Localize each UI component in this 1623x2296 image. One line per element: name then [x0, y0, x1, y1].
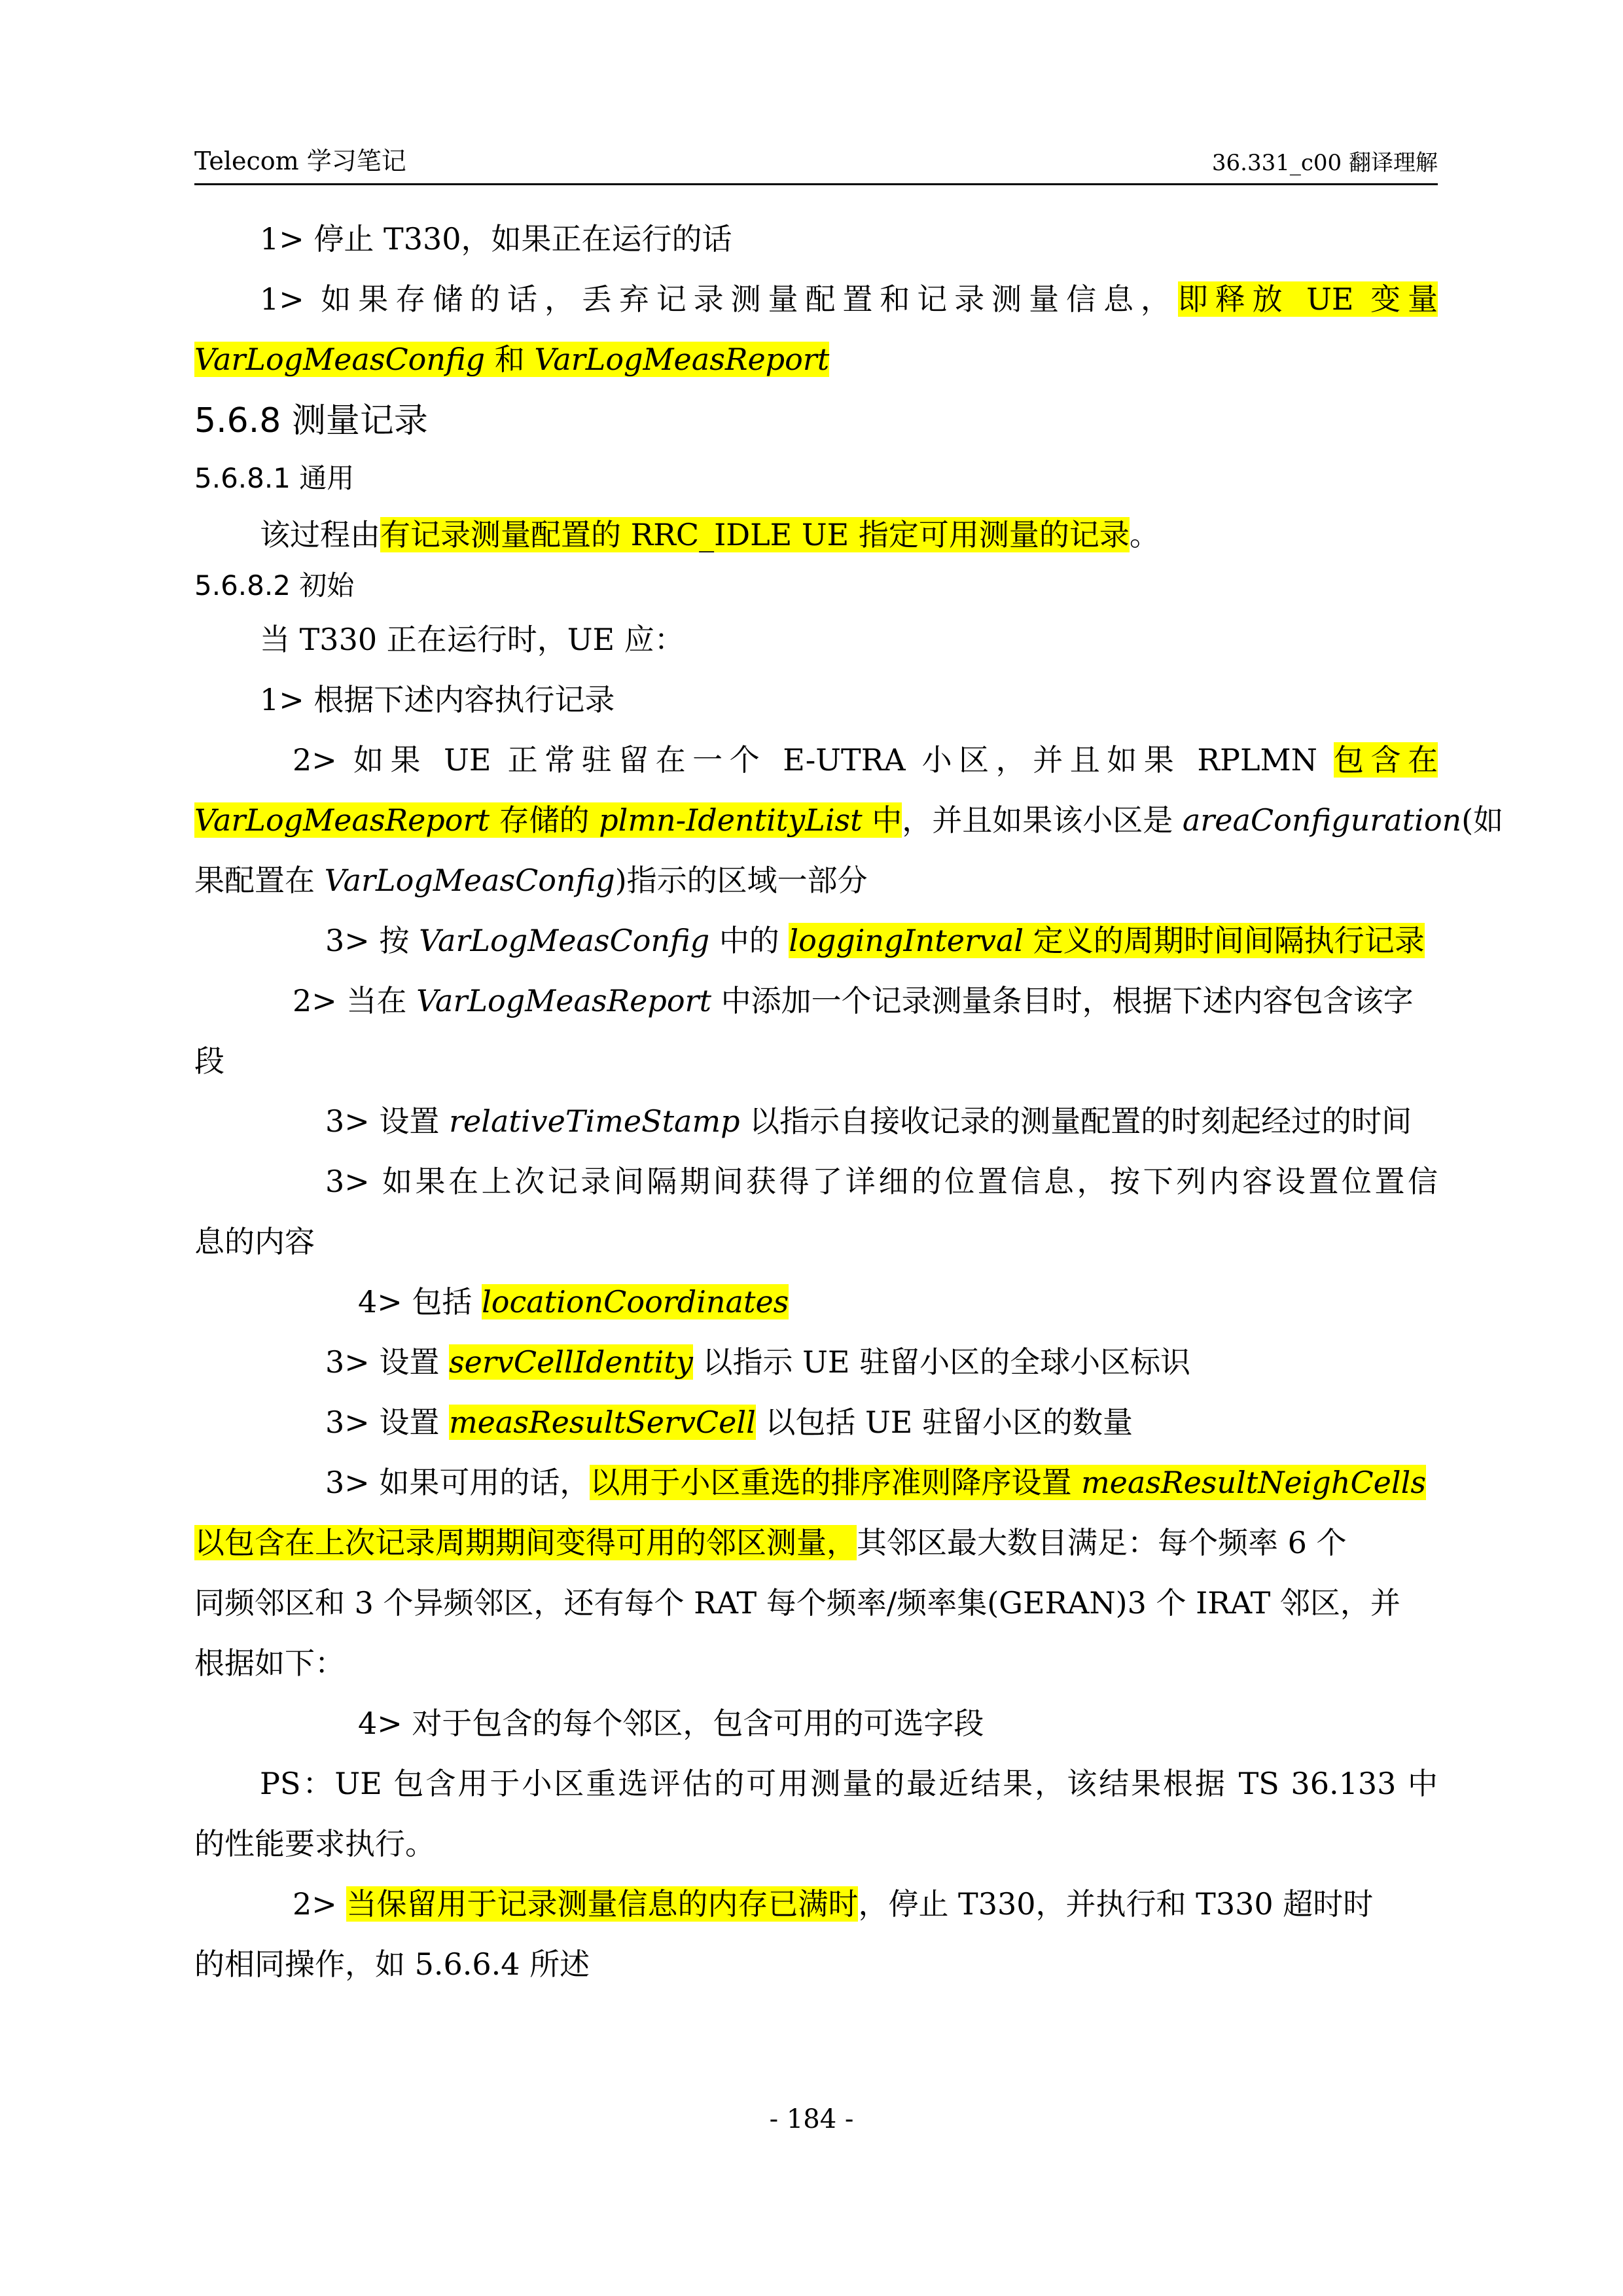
highlighted-text: [789, 923, 1424, 958]
text: PS：UE 包含用于小区重选评估的可用测量的最近结果，该结果根据 TS 36.133 中: [260, 1766, 1438, 1801]
paragraph-perform-logging: [194, 677, 1438, 723]
text: 段: [194, 1043, 224, 1079]
paragraph-optional-fields: [194, 1700, 1438, 1746]
text: 。: [1129, 517, 1160, 552]
section-heading-568: [194, 398, 1438, 444]
text: 以包括 UE 驻留小区的数量: [755, 1405, 1133, 1440]
text: 该过程由: [260, 517, 380, 552]
header-right-title: 36.331_c00 翻译理解: [1211, 150, 1438, 176]
paragraph-add-entry: [194, 978, 1438, 1024]
paragraph-neigh-measurements: [194, 1520, 1438, 1566]
text: 3> 设置: [325, 1344, 450, 1380]
page-header: [194, 131, 1438, 185]
text: 和: [485, 342, 535, 377]
paragraph-plmn-list: [194, 797, 1504, 843]
text: )指示的区域一部分: [615, 863, 868, 898]
text: 以用于小区重选的排序准则降序设置: [590, 1465, 1082, 1500]
paragraph-same-actions: [194, 1941, 1438, 1987]
highlighted-text: 以包含在上次记录周期期间变得可用的邻区测量，: [194, 1525, 857, 1560]
text: 根据如下：: [194, 1645, 345, 1681]
highlighted-text: [194, 342, 829, 377]
text: 3> 如果可用的话，: [325, 1465, 590, 1500]
var-name: loggingInterval: [789, 923, 1024, 958]
var-name: measResultNeighCells: [1081, 1465, 1426, 1500]
header-left-title: Telecom 学习笔记: [194, 147, 406, 175]
paragraph-stop-t330: [194, 216, 1438, 262]
text: 4> 对于包含的每个邻区，包含可用的可选字段: [358, 1706, 984, 1741]
text: 1> 根据下述内容执行记录: [260, 682, 615, 717]
text: 2> 如果 UE 正常驻留在一个 E-UTRA 小区，并且如果 RPLMN: [293, 742, 1334, 778]
paragraph-camped-normally: [194, 737, 1438, 783]
paragraph-area-config: [194, 857, 1438, 903]
var-name: VarLogMeasConfig: [194, 342, 486, 377]
heading-text: 5.6.8 测量记录: [194, 401, 428, 440]
paragraph-field: [194, 1038, 1438, 1084]
paragraph-location-coordinates: [194, 1279, 1438, 1325]
paragraph-t330-running: [194, 617, 1438, 662]
paragraph-memory-full: [194, 1881, 1438, 1927]
text: 中: [862, 802, 902, 838]
paragraph-relative-timestamp: [194, 1098, 1438, 1144]
text: 3> 按: [325, 923, 419, 958]
text: 以指示自接收记录的测量配置的时刻起经过的时间: [740, 1103, 1412, 1139]
paragraph-ps-note-end: [194, 1821, 1438, 1867]
paragraph-meas-result-serv-cell: [194, 1399, 1438, 1445]
text: 3> 设置: [325, 1103, 450, 1139]
paragraph-neigh-cells: [194, 1460, 1438, 1505]
text: 存储的: [489, 802, 599, 838]
highlighted-text: servCellIdentity: [449, 1344, 693, 1380]
text: 1> 如果存储的话，丢弃记录测量配置和记录测量信息，: [260, 281, 1178, 317]
var-name: areaConfiguration: [1182, 802, 1462, 838]
text: 其邻区最大数目满足：每个频率 6 个: [857, 1525, 1347, 1560]
section-heading-5681: [194, 456, 1438, 501]
paragraph-discard-log: [194, 276, 1438, 322]
highlighted-text: 当保留用于记录测量信息的内存已满时: [346, 1886, 859, 1922]
text: 当 T330 正在运行时，UE 应：: [260, 622, 685, 657]
paragraph-location-info: [194, 1158, 1438, 1204]
text: 4> 包括: [358, 1284, 482, 1319]
var-name: VarLogMeasConfig: [324, 863, 615, 898]
paragraph-neigh-limits: [194, 1580, 1438, 1626]
text: 的性能要求执行。: [194, 1826, 435, 1861]
highlighted-text: measResultServCell: [449, 1405, 756, 1440]
text: 3> 如果在上次记录间隔期间获得了详细的位置信息，按下列内容设置位置信: [325, 1164, 1438, 1199]
var-name: plmn-IdentityList: [599, 802, 863, 838]
var-name: relativeTimeStamp: [449, 1103, 740, 1139]
text: ，并且如果该小区是: [902, 802, 1183, 838]
text: 息的内容: [194, 1224, 315, 1259]
highlighted-text: [194, 802, 902, 838]
var-name: VarLogMeasReport: [194, 802, 490, 838]
paragraph-ps-note: [194, 1761, 1438, 1806]
text: 同频邻区和 3 个异频邻区，还有每个 RAT 每个频率/频率集(GERAN)3 个 IRAT 邻区，并: [194, 1585, 1400, 1621]
text: 以指示 UE 驻留小区的全球小区标识: [692, 1344, 1191, 1380]
text: 3> 设置: [325, 1405, 450, 1440]
text: 2> 当在: [293, 983, 417, 1018]
highlighted-text: [590, 1465, 1426, 1500]
heading-text: 5.6.8.2 初始: [194, 569, 355, 601]
highlighted-text: 有记录测量配置的 RRC_IDLE UE 指定可用测量的记录: [380, 517, 1130, 552]
highlighted-text: 包含在: [1333, 742, 1438, 778]
paragraph-serv-cell-identity: [194, 1339, 1438, 1385]
paragraph-logging-interval: [194, 918, 1438, 963]
var-name: VarLogMeasReport: [416, 983, 711, 1018]
highlighted-text: locationCoordinates: [482, 1284, 789, 1319]
text: (如: [1461, 802, 1504, 838]
var-name: VarLogMeasConfig: [419, 923, 710, 958]
text: 中添加一个记录测量条目时，根据下述内容包含该字: [711, 983, 1414, 1018]
section-heading-5682: [194, 563, 1438, 609]
paragraph-location-content: [194, 1219, 1438, 1265]
paragraph-as-follows: [194, 1640, 1438, 1686]
var-name: VarLogMeasReport: [534, 342, 830, 377]
text: 果配置在: [194, 863, 325, 898]
text: 2>: [293, 1886, 347, 1922]
text: 1> 停止 T330，如果正在运行的话: [260, 221, 732, 257]
text: 中的: [709, 923, 789, 958]
highlighted-text: 即释放 UE 变量: [1177, 281, 1438, 317]
paragraph-release-vars: [194, 336, 1438, 382]
text: 定义的周期时间间隔执行记录: [1024, 923, 1425, 958]
heading-text: 5.6.8.1 通用: [194, 462, 355, 494]
paragraph-general: [194, 512, 1438, 558]
text: 的相同操作，如 5.6.6.4 所述: [194, 1946, 590, 1982]
page-number: - 184 -: [769, 2104, 854, 2134]
text: ，停止 T330，并执行和 T330 超时时: [858, 1886, 1374, 1922]
